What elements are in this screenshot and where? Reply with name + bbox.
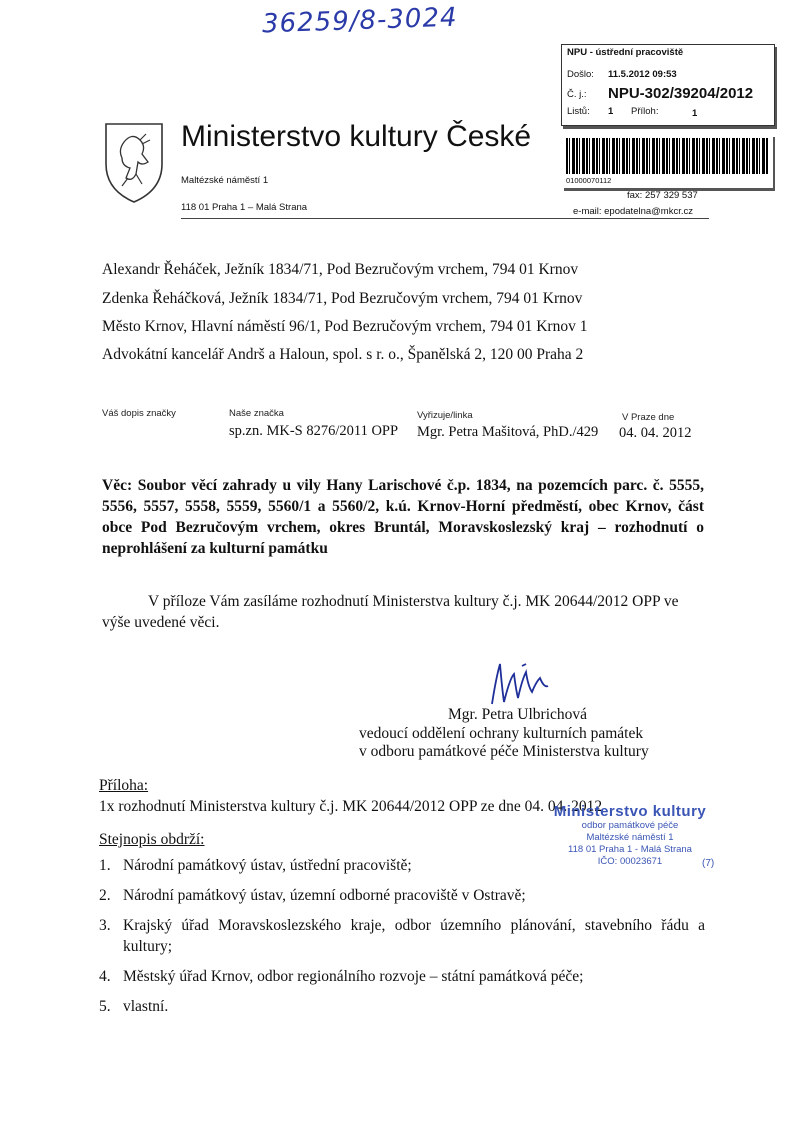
receipt-listu-label: Listů: <box>567 106 590 117</box>
ministry-address-street: Maltézské náměstí 1 <box>181 175 269 186</box>
attachment-heading: Příloha: <box>99 777 149 794</box>
ministry-email: e-mail: epodatelna@mkcr.cz <box>573 206 693 217</box>
stamp-department: odbor památkové péče <box>581 820 679 831</box>
receipt-stamp <box>561 44 775 126</box>
recipient-line: Město Krnov, Hlavní náměstí 96/1, Pod Bezručovým vrchem, 794 01 Krnov 1 <box>102 318 588 335</box>
stamp-city: 118 01 Praha 1 - Malá Strana <box>568 844 692 855</box>
handwritten-reference: 36259/8-3024 <box>261 2 459 40</box>
list-item-number: 3. <box>99 917 111 934</box>
list-item <box>99 996 705 1017</box>
receipt-priloh-value: 1 <box>692 108 698 119</box>
our-ref-value: sp.zn. MK-S 8276/2011 OPP <box>229 423 399 439</box>
list-item-text: Národní památkový ústav, územní odborné pracoviště v Ostravě; <box>123 887 526 904</box>
copies-heading: Stejnopis obdrží: <box>99 831 205 848</box>
receipt-cj-value: NPU-302/39204/2012 <box>608 85 754 102</box>
recipient-line: Alexandr Řeháček, Ježník 1834/71, Pod Bezručovým vrchem, 794 01 Krnov <box>102 261 579 278</box>
signatory-department: v odboru památkové péče Ministerstva kultury <box>359 743 649 760</box>
list-item <box>99 966 705 987</box>
handled-by-value: Mgr. Petra Mašitová, PhD./429 <box>417 424 599 440</box>
recipient-line: Advokátní kancelář Andrš a Haloun, spol. s r. o., Španělská 2, 120 00 Praha 2 <box>102 346 584 363</box>
ministry-address-city: 118 01 Praha 1 – Malá Strana <box>181 202 308 213</box>
receipt-doslo-value: 11.5.2012 09:53 <box>608 69 677 80</box>
list-item-number: 2. <box>99 887 111 904</box>
list-item <box>99 855 705 876</box>
recipient-line: Zdenka Řeháčková, Ježník 1834/71, Pod Bezručovým vrchem, 794 01 Krnov <box>102 290 583 307</box>
list-item <box>99 885 705 906</box>
subject: Věc: Soubor věcí zahrady u vily Hany Larischové č.p. 1834, na pozemcích parc. č. 5555, 5556, 5557, 5558, 5559, 5560/1 a 5560/2, k.ú. Krnov-Horní předměstí, obec Krnov, část obce Pod Bezručovým vrchem, okres Bruntál, Moravskoslezský kraj – rozhodnutí o neprohlášení za kulturní památku <box>102 477 704 557</box>
date-label: V Praze dne <box>622 412 675 423</box>
receipt-cj-label: Č. j.: <box>567 89 587 100</box>
stamp-ico: IČO: 00023671 <box>597 856 663 867</box>
list-item-number: 5. <box>99 998 111 1015</box>
list-item-number: 4. <box>99 968 111 985</box>
handled-by-label: Vyřizuje/linka <box>417 410 473 421</box>
date-value: 04. 04. 2012 <box>619 425 692 441</box>
list-item-number: 1. <box>99 857 111 874</box>
handwritten-signature <box>480 658 560 708</box>
ministry-fax: fax: 257 329 537 <box>627 190 698 201</box>
list-item-text: Městský úřad Krnov, odbor regionálního rozvoje – státní památková péče; <box>123 968 584 985</box>
header-divider <box>181 218 709 219</box>
your-letter-label: Váš dopis značky <box>102 408 176 419</box>
stamp-street: Maltézské náměstí 1 <box>586 832 674 843</box>
copies-list <box>99 855 705 1026</box>
signatory-name: Mgr. Petra Ulbrichová <box>448 706 588 723</box>
coat-of-arms-logo <box>102 120 166 204</box>
receipt-doslo-label: Došlo: <box>567 69 594 80</box>
barcode-number: 01000070112 <box>566 176 612 185</box>
ministry-title: Ministerstvo kultury České <box>181 120 532 153</box>
stamp-number: (7) <box>702 858 715 869</box>
our-ref-label: Naše značka <box>229 408 284 419</box>
list-item-text: vlastní. <box>123 998 169 1015</box>
barcode <box>566 138 769 174</box>
list-item <box>99 915 705 957</box>
barcode-label <box>562 134 773 188</box>
list-item-text: Krajský úřad Moravskoslezského kraje, odbor územního plánování, stavebního řádu a kultury; <box>123 917 705 955</box>
signatory-role: vedoucí oddělení ochrany kulturních památek <box>359 725 644 742</box>
receipt-listu-value: 1 <box>608 106 614 117</box>
stamp-ministry: Ministerstvo kultury <box>553 803 707 820</box>
receipt-org: NPU - ústřední pracoviště <box>567 47 684 58</box>
list-item-text: Národní památkový ústav, ústřední pracoviště; <box>123 857 412 874</box>
receipt-priloh-label: Příloh: <box>631 106 659 117</box>
attachment-text: 1x rozhodnutí Ministerstva kultury č.j. MK 20644/2012 OPP ze dne 04. 04. 2012 <box>99 798 603 815</box>
body-text: V příloze Vám zasíláme rozhodnutí Ministerstva kultury č.j. MK 20644/2012 OPP ve výše uvedené věci. <box>102 593 679 631</box>
